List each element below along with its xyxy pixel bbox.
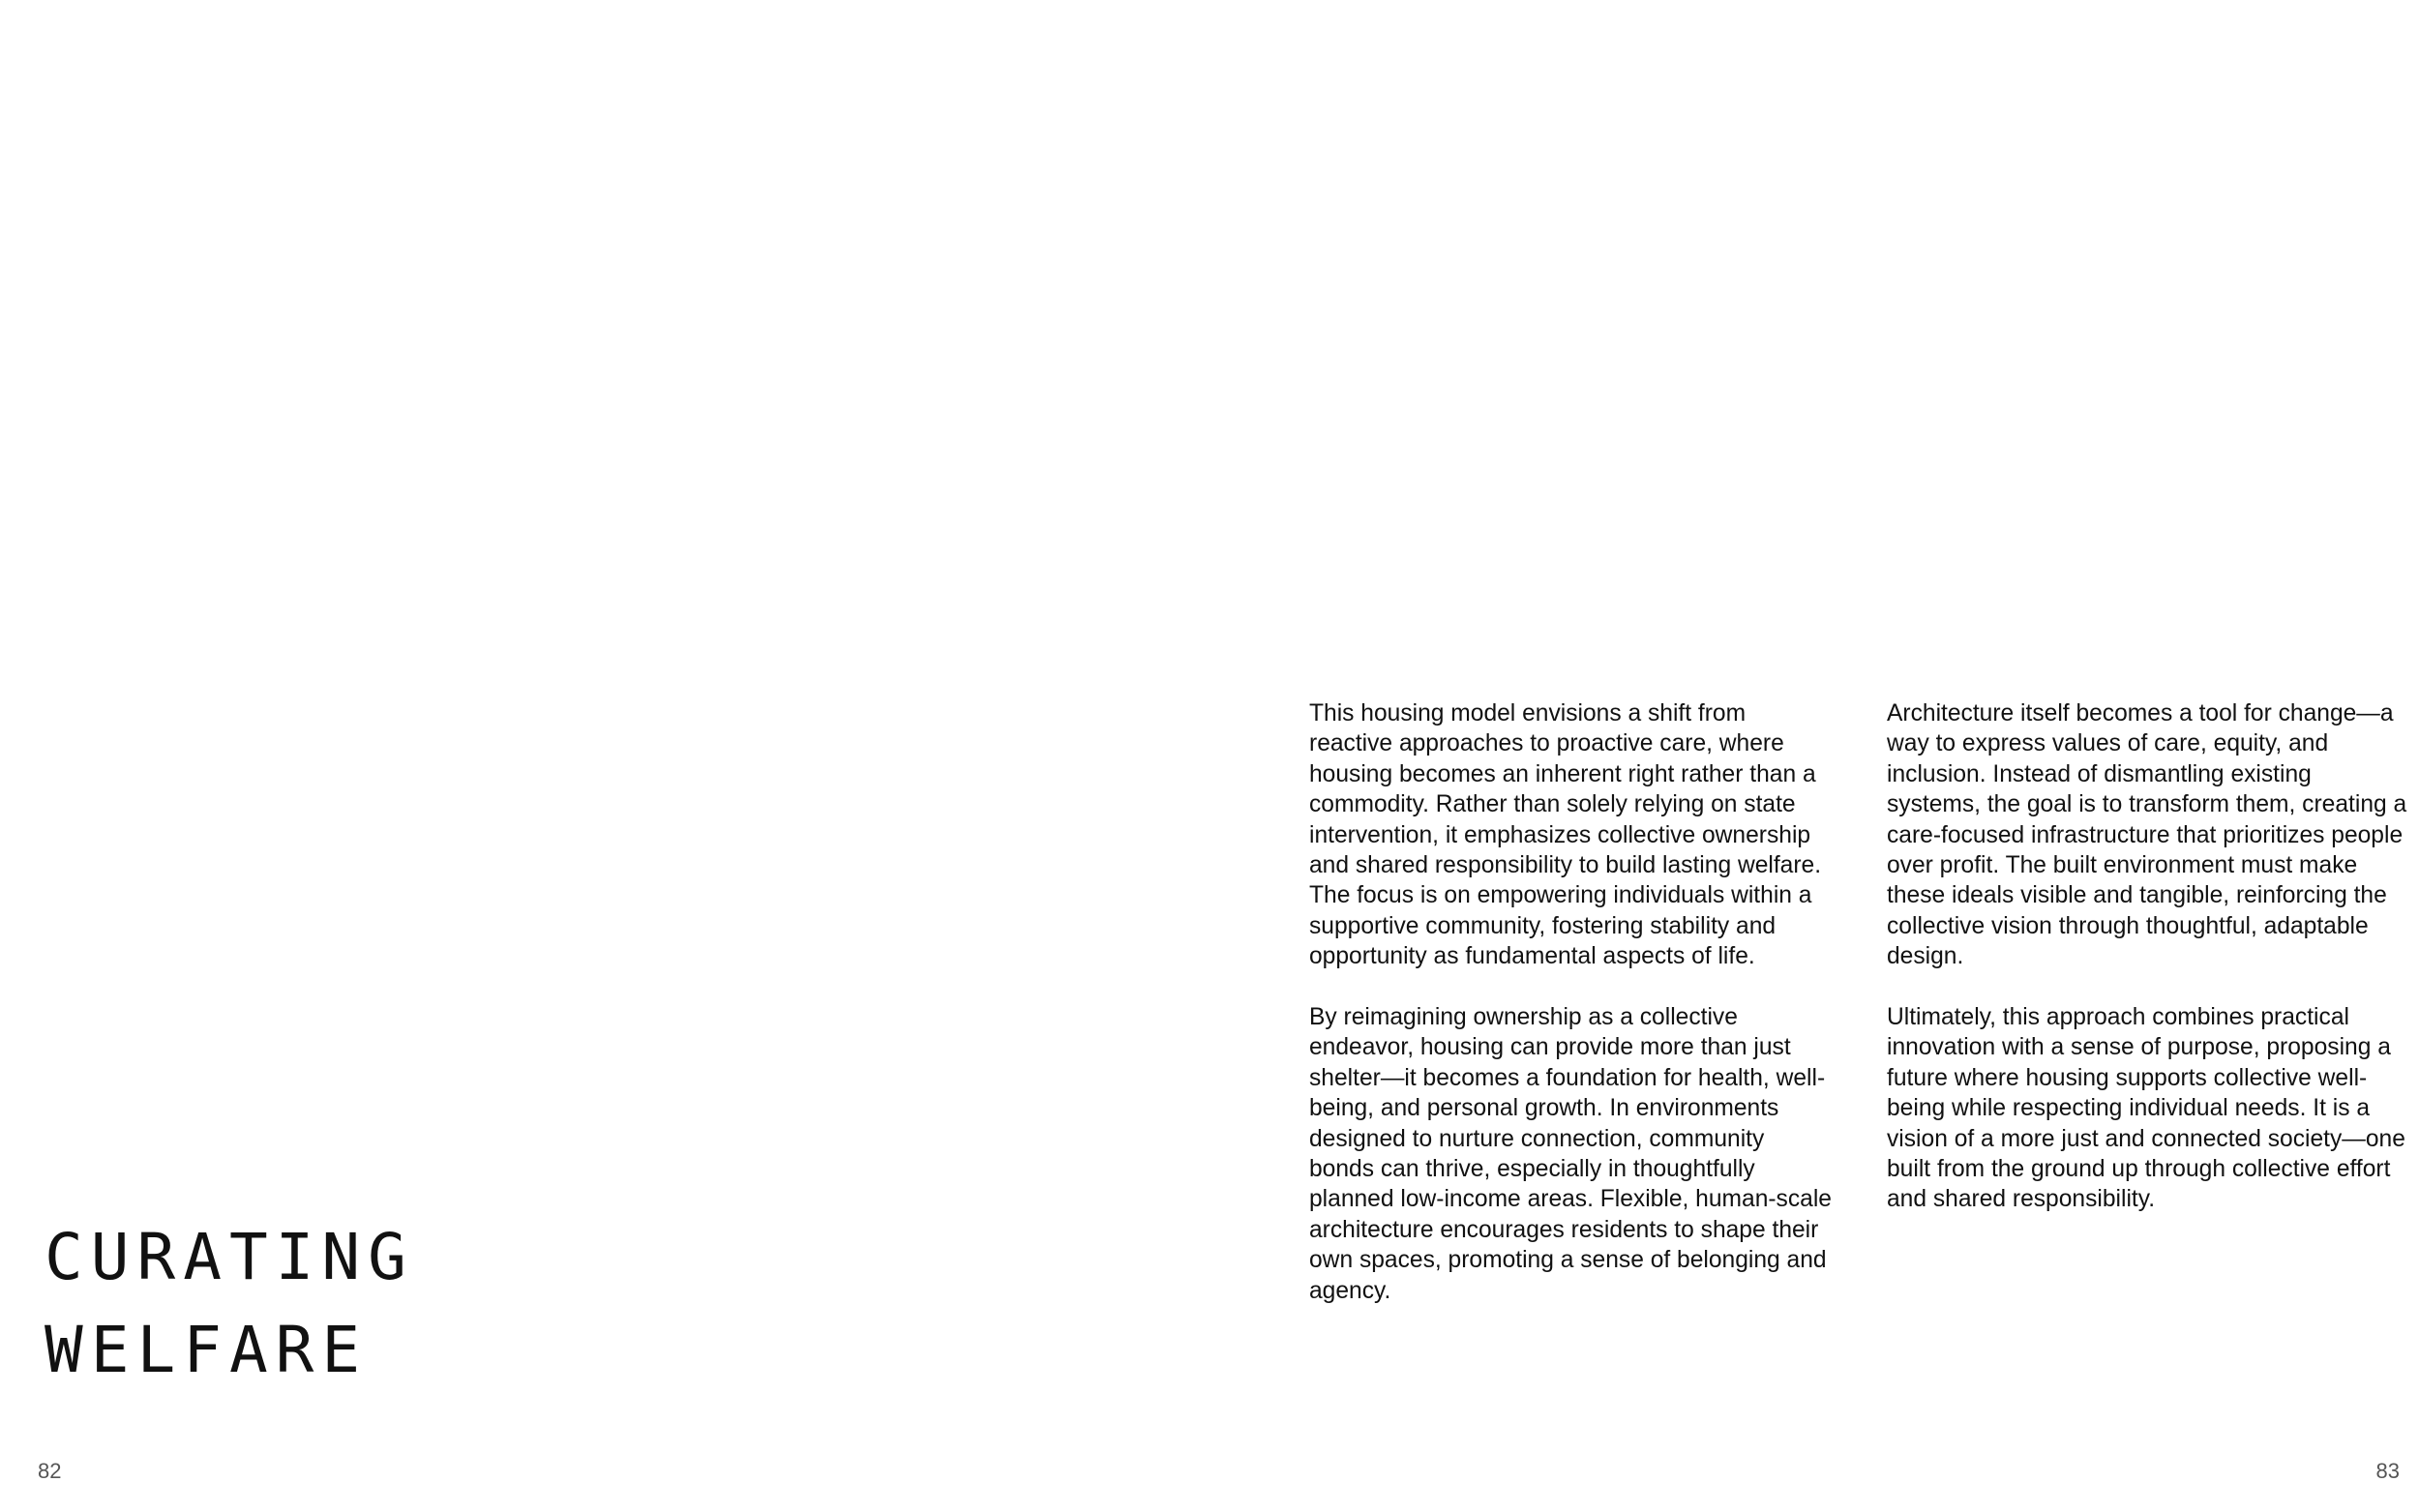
paragraph: Architecture itself becomes a tool for change—a way to express values of care, equity, and inclusion. Instead of dismantling existing systems, the goal is to transform them, creating a care-focused infrastructure that prioritizes people over profit. The built environment must make these ideals visible and tangible, reinforcing the collective vision through thoughtful, adaptable design. xyxy=(1887,700,2407,970)
page-number-right: 83 xyxy=(2375,1459,2400,1483)
text-column-2 xyxy=(1887,698,2409,1245)
text-column-1 xyxy=(1309,698,1832,1337)
paragraph: By reimagining ownership as a collective endeavor, housing can provide more than just shelter—it becomes a foundation for health, well-being, and personal growth. In environments designed to nurture connection, community bonds can thrive, especially in thoughtfully planned low-income areas. Flexible, human-scale architecture encourages residents to shape their own spaces, promoting a sense of belonging and agency. xyxy=(1309,1004,1832,1304)
paragraph: Ultimately, this approach combines practical innovation with a sense of purpose, proposing a future where housing supports collective well-being while respecting individual needs. It is a vision of a more just and connected society—one built from the ground up through collective effort and shared responsibility. xyxy=(1887,1004,2405,1213)
section-title-line-2: WELFARE xyxy=(45,1313,369,1387)
section-title-line-1: CURATING xyxy=(45,1220,414,1294)
page-number-left: 82 xyxy=(38,1459,62,1483)
section-title xyxy=(45,1211,414,1397)
paragraph: This housing model envisions a shift from reactive approaches to proactive care, where housing becomes an inherent right rather than a commodity. Rather than solely relying on state intervention, it emphasizes collective ownership and shared responsibility to build lasting welfare. The focus is on empowering individuals within a supportive community, fostering stability and opportunity as fundamental aspects of life. xyxy=(1309,700,1822,970)
right-page xyxy=(1210,0,2419,1512)
